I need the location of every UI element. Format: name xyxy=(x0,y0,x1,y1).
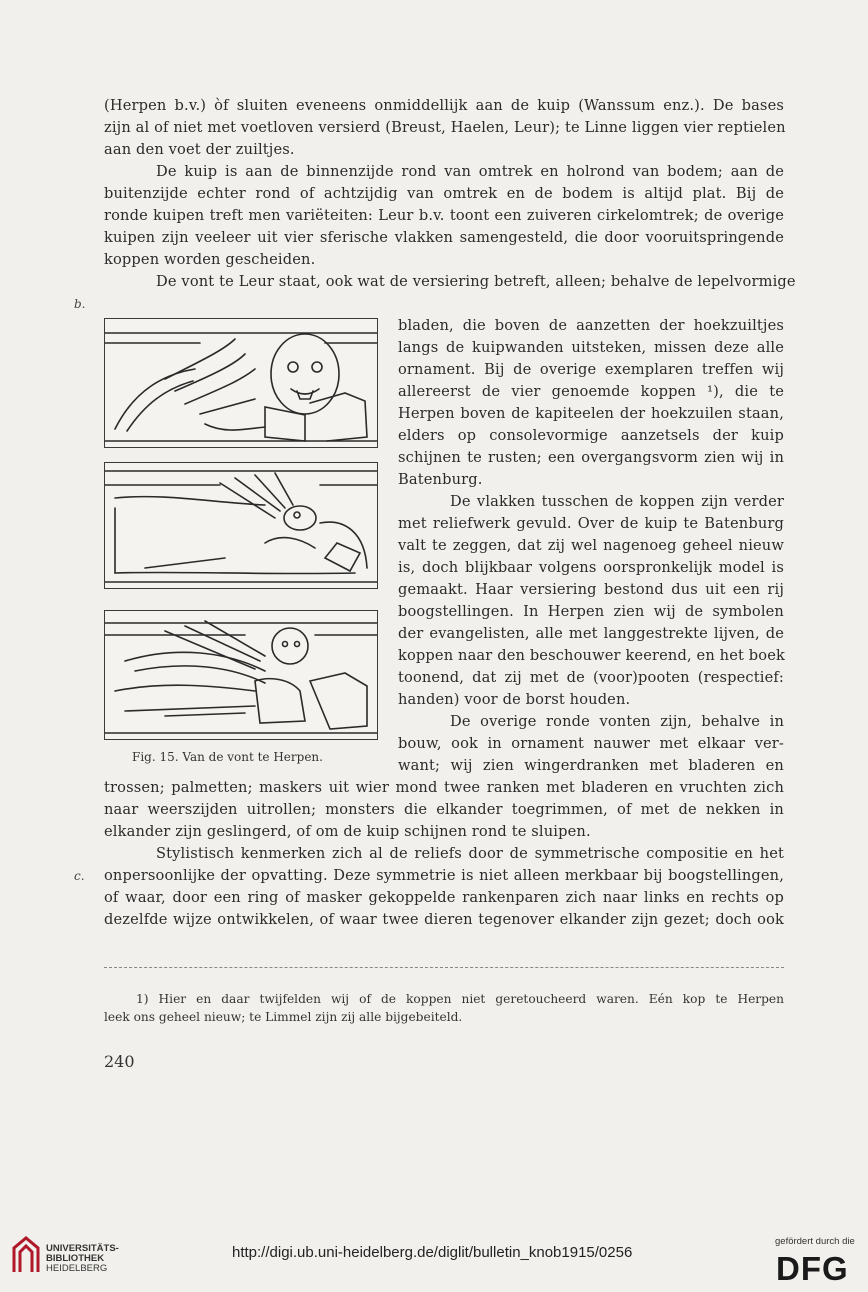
paragraph-right-column xyxy=(398,315,784,777)
library-line: UNIVERSITÄTS- xyxy=(46,1243,119,1254)
funding-caption: gefördert durch die xyxy=(775,1236,855,1247)
text-line: schijnen te rusten; een overgangsvorm zien wij in xyxy=(398,449,784,466)
text-line: boogstellingen. In Herpen zien wij de symbolen xyxy=(398,603,784,620)
text-line: want; wij zien wingerdranken met bladeren en xyxy=(398,757,784,774)
margin-mark-b: b. xyxy=(74,297,86,311)
margin-mark-c: c. xyxy=(74,869,85,883)
relief-drawing-icon xyxy=(105,463,377,588)
text-line: bladen, die boven de aanzetten der hoekzuiltjes xyxy=(398,317,784,334)
text-line: De overige ronde vonten zijn, behalve in xyxy=(450,713,784,730)
text-line: bouw, ook in ornament nauwer met elkaar ver- xyxy=(398,735,784,752)
text-line: toonend, dat zij met de (voor)pooten (respectief: xyxy=(398,669,784,686)
text-line: buitenzijde echter rond of achtzijdig van omtrek en de bodem is altijd plat. Bij de xyxy=(104,185,784,202)
paragraph-bottom xyxy=(104,777,784,931)
footnote-divider xyxy=(104,967,784,968)
text-line: elders op consolevormige aanzetsels der kuip xyxy=(398,427,784,444)
relief-drawing-icon xyxy=(105,319,377,447)
library-line: HEIDELBERG xyxy=(46,1263,108,1274)
text-line: koppen naar den beschouwer keerend, en het boek xyxy=(398,647,786,664)
figure-panel-angel-relief xyxy=(104,610,378,740)
source-url-link[interactable]: http://digi.ub.uni-heidelberg.de/diglit/bulletin_knob1915/0256 xyxy=(232,1244,633,1261)
figure-caption: Fig. 15. Van de vont te Herpen. xyxy=(132,750,323,764)
text-line: De kuip is aan de binnenzijde rond van omtrek en holrond van bodem; aan de xyxy=(156,163,784,180)
page-number: 240 xyxy=(104,1052,135,1071)
text-line: ronde kuipen treft men variëteiten: Leur b.v. toont een zuiveren cirkelomtrek; de overige xyxy=(104,207,784,224)
footnote-line: leek ons geheel nieuw; te Limmel zijn zij alle bijgebeiteld. xyxy=(104,1010,463,1024)
relief-drawing-icon xyxy=(105,611,377,739)
text-line: is, doch blijkbaar volgens oorspronkelijk model is xyxy=(398,559,784,576)
text-line: elkander zijn geslingerd, of om de kuip schijnen rond te sluipen. xyxy=(104,823,591,840)
text-line: De vont te Leur staat, ook wat de versiering betreft, alleen; behalve de lepelvormige xyxy=(156,273,796,290)
text-line: handen) voor de borst houden. xyxy=(398,691,631,708)
text-line: langs de kuipwanden uitsteken, missen deze alle xyxy=(398,339,784,356)
text-line: der evangelisten, alle met langgestrekte lijven, de xyxy=(398,625,784,642)
text-line: Batenburg. xyxy=(398,471,483,488)
university-library-name xyxy=(46,1244,119,1274)
text-line: gemaakt. Haar versiering bestond dus uit een rij xyxy=(398,581,784,598)
text-line: (Herpen b.v.) òf sluiten eveneens onmiddellijk aan de kuip (Wanssum enz.). De bases xyxy=(104,97,784,114)
paragraph-top xyxy=(104,95,796,293)
figure-panel-head-relief xyxy=(104,318,378,448)
text-line: kuipen zijn veeleer uit vier sferische vlakken samengesteld, die door vooruitspringende xyxy=(104,229,784,246)
text-line: ornament. Bij de overige exemplaren treffen wij xyxy=(398,361,784,378)
text-line: onpersoonlijke der opvatting. Deze symmetrie is niet alleen merkbaar bij boogstellingen, xyxy=(104,867,784,884)
footnote-line: 1) Hier en daar twijfelden wij of de koppen niet geretoucheerd waren. Eén kop te Herpen xyxy=(136,992,784,1006)
text-line: valt te zeggen, dat zij wel nagenoeg geheel nieuw xyxy=(398,537,784,554)
text-line: De vlakken tusschen de koppen zijn verder xyxy=(450,493,784,510)
dfg-logo: DFG xyxy=(776,1250,849,1287)
text-line: koppen worden gescheiden. xyxy=(104,251,316,268)
text-line: allereerst de vier genoemde koppen ¹), die te xyxy=(398,383,784,400)
text-line: Herpen boven de kapiteelen der hoekzuilen staan, xyxy=(398,405,784,422)
figure-panel-beast-relief xyxy=(104,462,378,589)
library-line: BIBLIOTHEK xyxy=(46,1253,105,1264)
text-line: aan den voet der zuiltjes. xyxy=(104,141,295,158)
footer-bar xyxy=(0,1230,868,1292)
university-library-logo-icon xyxy=(10,1234,42,1274)
text-line: met reliefwerk gevuld. Over de kuip te Batenburg xyxy=(398,515,784,532)
text-line: dezelfde wijze ontwikkelen, of waar twee dieren tegenover elkander zijn gezet; doch ook xyxy=(104,911,784,928)
text-line: of waar, door een ring of masker gekoppelde rankenparen zich naar links en rechts op xyxy=(104,889,784,906)
text-line: zijn al of niet met voetloven versierd (Breust, Haelen, Leur); te Linne liggen vier reptielen xyxy=(104,119,786,136)
text-line: trossen; palmetten; maskers uit wier mond twee ranken met bladeren en vruchten zich xyxy=(104,779,784,796)
text-line: Stylistisch kenmerken zich al de reliefs door de symmetrische compositie en het xyxy=(156,845,784,862)
footnote xyxy=(104,990,784,1026)
text-line: naar weerszijden uitrollen; monsters die elkander toegrimmen, of met de nekken in xyxy=(104,801,784,818)
